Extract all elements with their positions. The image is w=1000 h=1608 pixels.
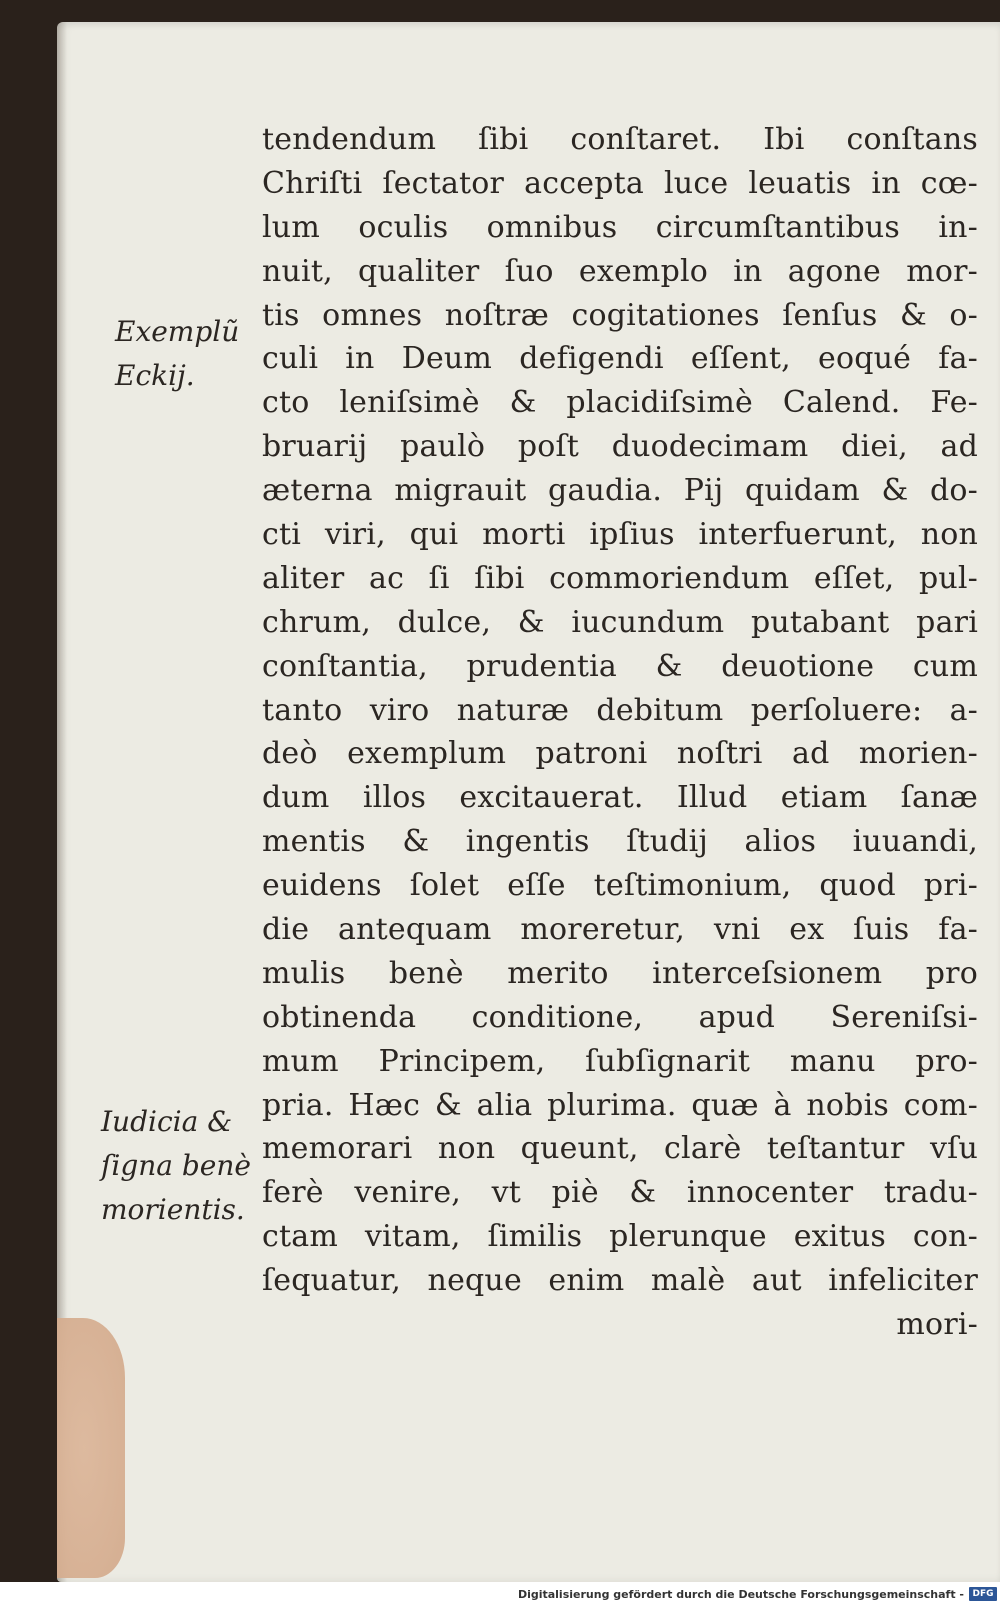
text-line: mulis benè merito interceſsionem pro <box>262 955 978 991</box>
text-line: dum illos excitauerat. Illud etiam ſanæ <box>262 780 978 816</box>
text-line: tendendum ſibi conſtaret. Ibi conſtans <box>262 122 978 157</box>
marginal-note-line: Exemplũ <box>115 315 240 348</box>
marginal-note-judicia <box>101 1100 251 1232</box>
text-line: æterna migrauit gaudia. Pij quidam & do- <box>262 473 978 509</box>
text-line: cti viri, qui morti ipſius interfuerunt, non <box>262 517 978 553</box>
text-line: mum Principem, ſubſignarit manu pro- <box>262 1043 978 1079</box>
text-line: deò exemplum patroni noſtri ad morien- <box>262 736 978 772</box>
text-line: memorari non queunt, clarè teſtantur vſu <box>262 1131 978 1167</box>
text-line: obtinenda conditione, apud Sereniſsi- <box>262 999 978 1035</box>
text-line: nuit, qualiter ſuo exemplo in agone mor- <box>262 253 978 289</box>
text-line: ctam vitam, ſimilis plerunque exitus con- <box>262 1219 978 1255</box>
footer-credit: Digitalisierung gefördert durch die Deutsche Forschungsgemeinschaft - <box>517 1588 964 1601</box>
text-line: conſtantia, prudentia & deuotione cum <box>262 648 978 684</box>
text-line: pria. Hæc & alia plurima. quæ à nobis com- <box>262 1087 978 1123</box>
dfg-logo-icon: DFG <box>969 1587 997 1601</box>
text-line: chrum, dulce, & iucundum putabant pari <box>262 604 978 640</box>
marginal-note-line: morientis. <box>101 1193 245 1226</box>
text-line: tanto viro naturæ debitum perſoluere: a- <box>262 692 978 728</box>
text-line: tis omnes noſtræ cogitationes ſenſus & o- <box>262 297 978 333</box>
text-line: ferè venire, vt piè & innocenter tradu- <box>262 1175 978 1211</box>
text-line: aliter ac ſi ſibi commoriendum eſſet, pul- <box>262 560 978 596</box>
text-line: ſequatur, neque enim malè aut infeliciter <box>262 1263 978 1299</box>
text-line: bruarij paulò poſt duodecimam diei, ad <box>262 429 978 465</box>
text-line: Chriſti ſectator accepta luce leuatis in cœ- <box>262 165 978 201</box>
paper-stain <box>57 1318 125 1578</box>
text-line: culi in Deum defigendi eſſent, eoqué fa- <box>262 341 978 377</box>
book-page <box>57 22 1000 1582</box>
body-text <box>262 118 978 1347</box>
text-line: die antequam moreretur, vni ex ſuis fa- <box>262 912 978 948</box>
marginal-note-line: ſigna benè <box>101 1149 251 1182</box>
marginal-note-line: Eckij. <box>115 359 195 392</box>
text-line: euidens ſolet eſſe teſtimonium, quod pri- <box>262 868 978 904</box>
text-line: cto leniſsimè & placidiſsimè Calend. Fe- <box>262 385 978 421</box>
text-line: mentis & ingentis ſtudij alios iuuandi, <box>262 824 978 860</box>
marginal-note-line: Iudicia & <box>101 1105 233 1138</box>
catchword: mori- <box>896 1307 978 1343</box>
text-line: lum oculis omnibus circumſtantibus in- <box>262 209 978 245</box>
marginal-note-eckij <box>115 310 239 398</box>
